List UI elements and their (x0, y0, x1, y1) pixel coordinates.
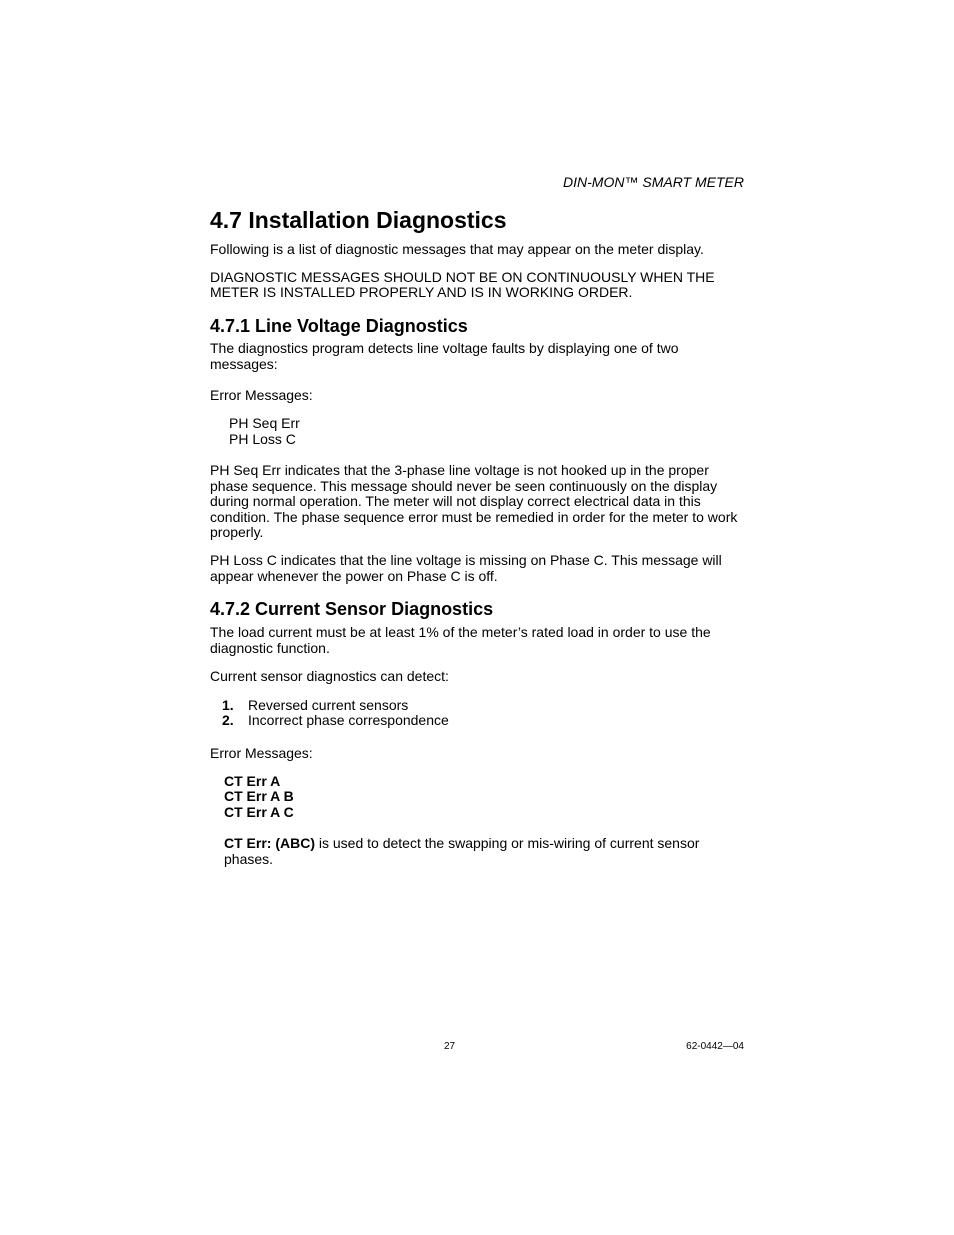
ph-seq-err-paragraph-line-1: PH Seq Err indicates that the 3-phase line voltage is not hooked up in the proper (210, 462, 709, 478)
warning-line-1: DIAGNOSTIC MESSAGES SHOULD NOT BE ON CONTINUOUSLY WHEN THE (210, 269, 715, 285)
error-message-ct-err-a-b: CT Err A B (224, 788, 294, 804)
ph-loss-c-paragraph-line-1: PH Loss C indicates that the line voltage is missing on Phase C. This message will (210, 552, 722, 568)
ph-seq-err-paragraph-line-3: during normal operation. The meter will not display correct electrical data in this (210, 493, 701, 509)
ph-seq-err-paragraph-line-5: properly. (210, 524, 264, 540)
current-sensor-desc-line-1: The load current must be at least 1% of the meter’s rated load in order to use the (210, 624, 711, 640)
ph-loss-c-paragraph-line-2: appear whenever the power on Phase C is off. (210, 568, 498, 584)
current-sensor-detect-label: Current sensor diagnostics can detect: (210, 668, 449, 684)
ct-err-note-line-1 (224, 836, 699, 852)
line-voltage-desc-line-1: The diagnostics program detects line voltage faults by displaying one of two (210, 340, 679, 356)
line-voltage-error-label: Error Messages: (210, 387, 313, 403)
error-message-ct-err-a: CT Err A (224, 773, 281, 789)
ct-err-note-line-2: phases. (224, 851, 274, 867)
error-message-ct-err-a-c: CT Err A C (224, 804, 294, 820)
subsection-title-current-sensor: 4.7.2 Current Sensor Diagnostics (210, 599, 494, 619)
section-title: 4.7 Installation Diagnostics (210, 207, 507, 233)
document-number: 62-0442—04 (686, 1041, 744, 1052)
ph-seq-err-paragraph-line-4: condition. The phase sequence error must be remedied in order for the meter to work (210, 509, 738, 525)
list-item-text: Incorrect phase correspondence (248, 712, 449, 728)
warning-line-2: METER IS INSTALLED PROPERLY AND IS IN WORKING ORDER. (210, 284, 633, 300)
ct-err-note-bold: CT Err: (ABC) (224, 835, 315, 851)
list-item-text: Reversed current sensors (248, 697, 409, 713)
list-item-number: 2. (222, 712, 234, 728)
intro-paragraph: Following is a list of diagnostic messages that may appear on the meter display. (210, 241, 704, 257)
subsection-title-line-voltage: 4.7.1 Line Voltage Diagnostics (210, 316, 468, 336)
error-message-ph-loss-c: PH Loss C (229, 431, 296, 447)
ph-seq-err-paragraph-line-2: phase sequence. This message should never be seen continuously on the display (210, 478, 718, 494)
current-sensor-error-label: Error Messages: (210, 745, 313, 761)
ct-err-note-text: is used to detect the swapping or mis-wiring of current sensor (315, 835, 700, 851)
line-voltage-desc-line-2: messages: (210, 356, 278, 372)
list-item-number: 1. (222, 697, 234, 713)
current-sensor-desc-line-2: diagnostic function. (210, 640, 330, 656)
running-header: DIN-MON™ SMART METER (563, 174, 744, 190)
page-number: 27 (444, 1041, 456, 1052)
error-message-ph-seq-err: PH Seq Err (229, 415, 300, 431)
